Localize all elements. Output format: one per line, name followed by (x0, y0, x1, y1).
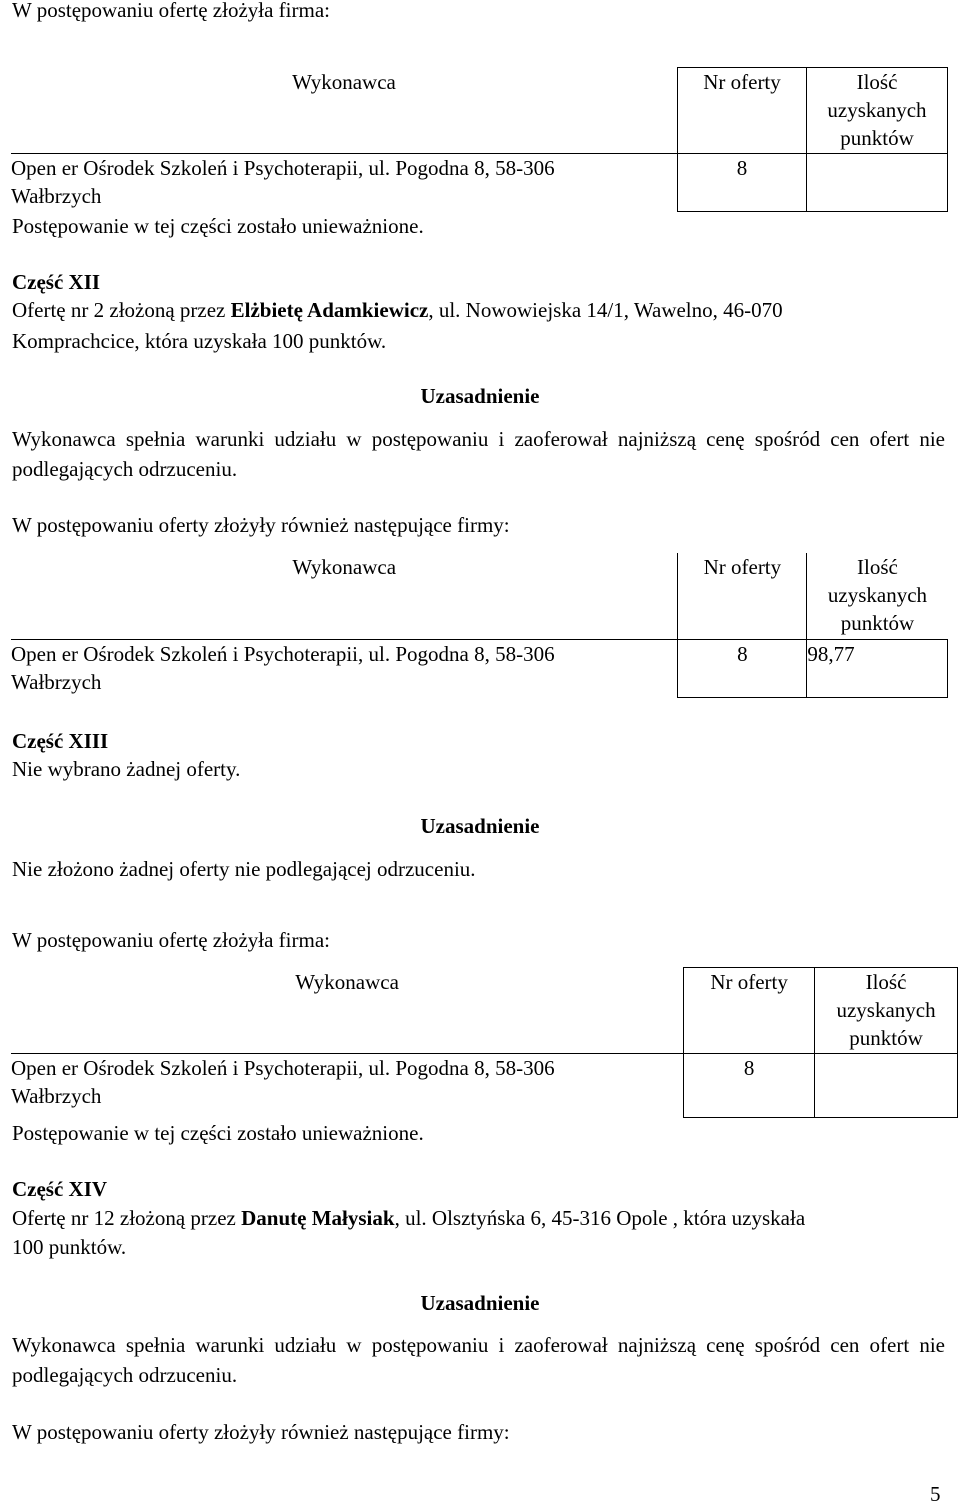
cancelled-note: Postępowanie w tej części zostało unieważnione. (12, 214, 424, 238)
justification-text: Wykonawca spełnia warunki udziału w postępowaniu i zaoferował najniższą cenę spośród cen ofert nie podlegających odrzuceniu. (12, 1333, 945, 1387)
other-offers-intro: W postępowaniu oferty złożyły również następujące firmy: (12, 1420, 510, 1444)
header-contractor: Wykonawca (292, 69, 396, 94)
offer-text-line2: 100 punktów. (12, 1235, 127, 1259)
offers-table (11, 967, 958, 1118)
contractor-cell: Open er Ośrodek Szkoleń i Psychoterapii, ul. Pogodna 8, 58-306 Wałbrzych (11, 154, 678, 212)
justification-text: Nie złożono żadnej oferty nie podlegającej odrzuceniu. (12, 857, 476, 881)
offer-text: Ofertę nr 2 złożoną przez Elżbietę Adamkiewicz, ul. Nowowiejska 14/1, Wawelno, 46-070 (12, 298, 783, 322)
justification-text: Wykonawca spełnia warunki udziału w postępowaniu i zaoferował najniższą cenę spośród cen ofert nie podlegających odrzuceniu. (12, 427, 945, 481)
bidder-name: Danutę Małysiak (241, 1206, 395, 1230)
contractor-cell: Open er Ośrodek Szkoleń i Psychoterapii, ul. Pogodna 8, 58-306 Wałbrzych (11, 639, 678, 697)
header-points: Ilość uzyskanych punktów (815, 968, 958, 1054)
offer-text: Ofertę nr 12 złożoną przez Danutę Małysiak, ul. Olsztyńska 6, 45-316 Opole , która uzyskała (12, 1206, 806, 1230)
bidder-name: Elżbietę Adamkiewicz (230, 298, 429, 322)
header-offer-number: Nr oferty (678, 68, 807, 154)
header-contractor: Wykonawca (11, 553, 678, 639)
offer-number-cell: 8 (684, 1054, 815, 1118)
section-heading: Część XIV (12, 1177, 108, 1201)
offers-table (11, 67, 948, 212)
page-number: 5 (930, 1482, 941, 1506)
cancelled-note: Postępowanie w tej części zostało unieważnione. (12, 1121, 424, 1145)
intro-text: W postępowaniu ofertę złożyła firma: (12, 0, 330, 22)
header-points: Ilość uzyskanych punktów (807, 68, 948, 154)
section-heading: Część XIII (12, 729, 109, 753)
offer-number-cell: 8 (678, 639, 807, 697)
other-offers-table (11, 553, 948, 698)
section-heading: Część XII (12, 270, 101, 294)
points-cell (815, 1054, 958, 1118)
header-contractor: Wykonawca (11, 968, 684, 1054)
offer-text-line2: Komprachcice, która uzyskała 100 punktów. (12, 329, 387, 353)
header-offer-number: Nr oferty (684, 968, 815, 1054)
points-cell (807, 154, 948, 212)
points-cell: 98,77 (807, 639, 948, 697)
offer-number-cell: 8 (678, 154, 807, 212)
justification-title: Uzasadnienie (420, 814, 540, 838)
justification-title: Uzasadnienie (420, 1291, 540, 1315)
justification-title: Uzasadnienie (420, 384, 540, 408)
no-offer-text: Nie wybrano żadnej oferty. (12, 757, 241, 781)
header-points: Ilość uzyskanych punktów (807, 553, 948, 639)
contractor-cell: Open er Ośrodek Szkoleń i Psychoterapii, ul. Pogodna 8, 58-306 Wałbrzych (11, 1054, 684, 1118)
other-offers-intro: W postępowaniu oferty złożyły również następujące firmy: (12, 513, 510, 537)
intro-text: W postępowaniu ofertę złożyła firma: (12, 928, 330, 952)
header-offer-number: Nr oferty (678, 553, 807, 639)
